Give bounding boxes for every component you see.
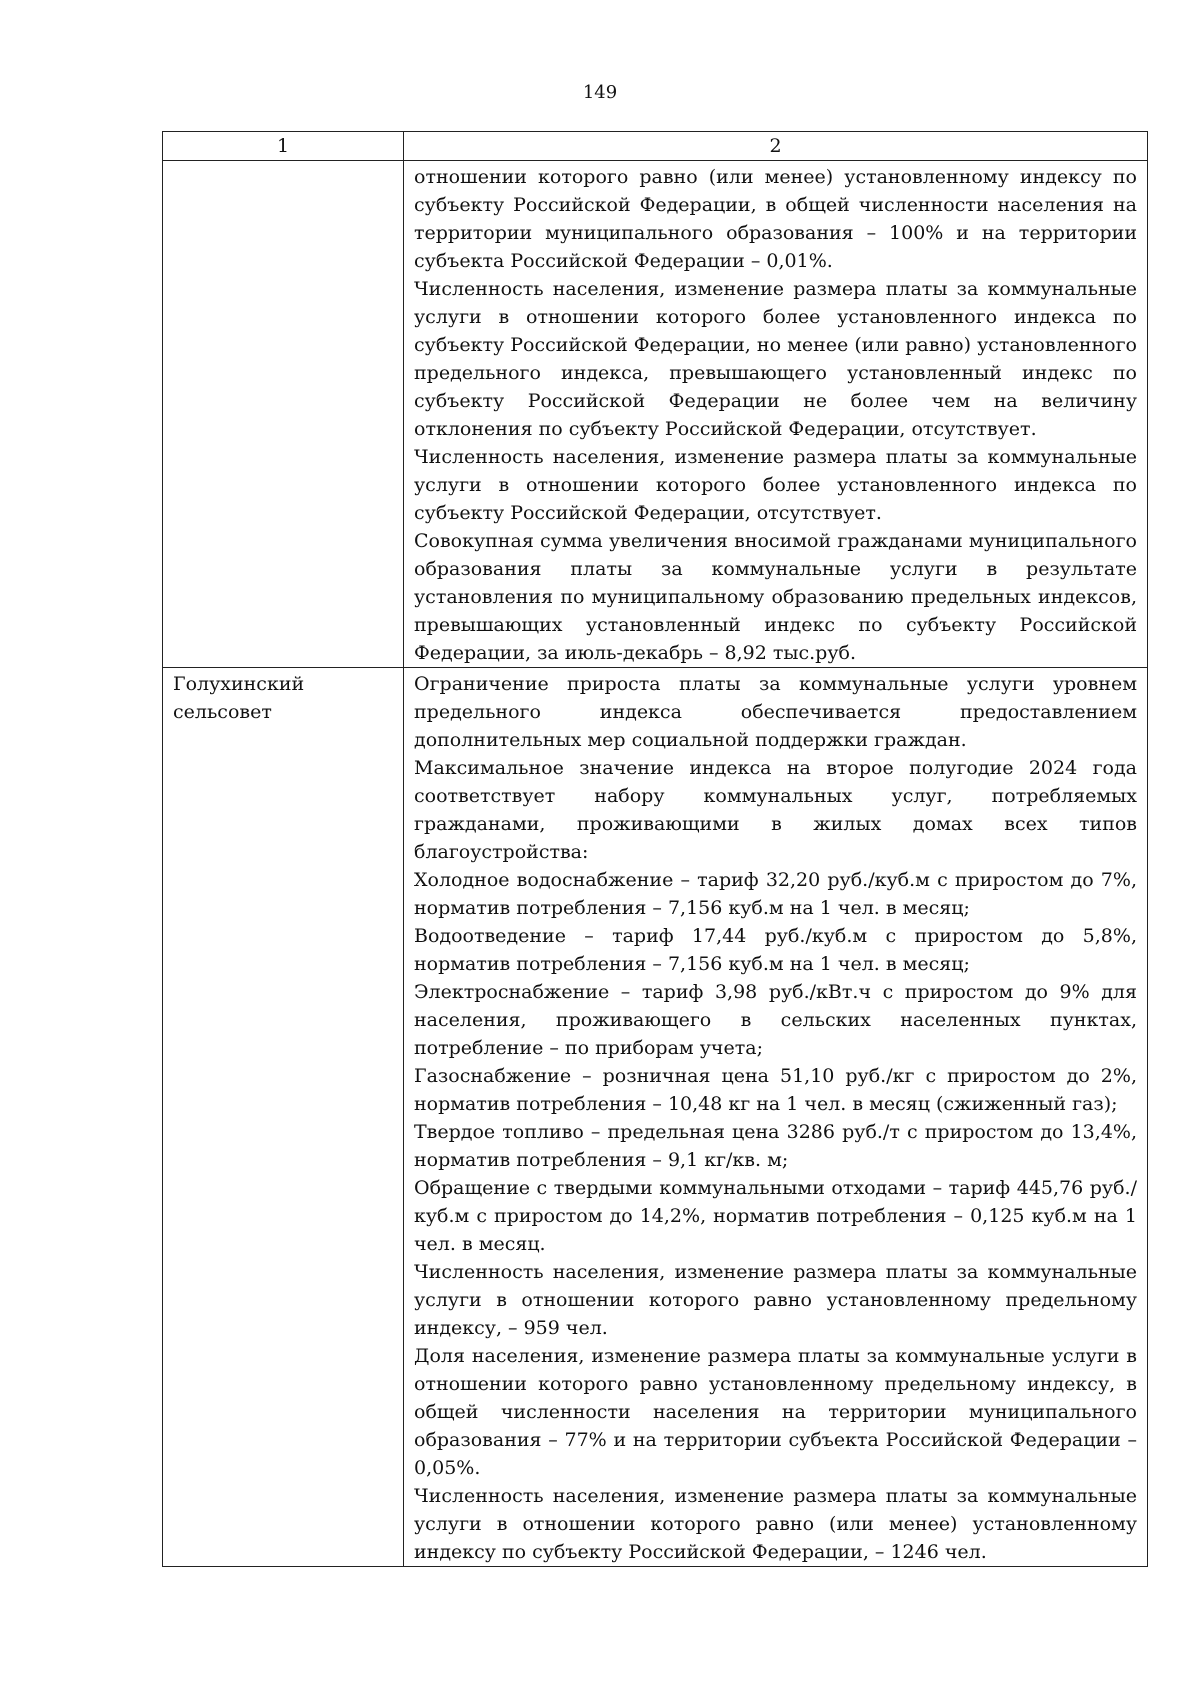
paragraph: Численность населения, изменение размера платы за коммунальные услуги в отношении которого равно установленному предельному индексу, – 959 чел. [414, 1261, 1137, 1339]
paragraph: Холодное водоснабжение – тариф 32,20 руб./куб.м с приростом до 7%, норматив потребления – 7,156 куб.м на 1 чел. в месяц; [414, 869, 1137, 919]
description-cell [404, 668, 1148, 1567]
table-header-row [163, 132, 1148, 161]
paragraph: Ограничение прироста платы за коммунальные услуги уровнем предельного индекса обеспечивается предоставлением дополнительных мер социальной поддержки граждан. [414, 673, 1137, 751]
column-header-2: 2 [404, 132, 1148, 161]
paragraph: Численность населения, изменение размера платы за коммунальные услуги в отношении которого более установленного индекса по субъекту Российской Федерации, но менее (или равно) установленного предельного индекса, превышающего установленный индекс по субъекту Российской Федерации не более чем на величину отклонения по субъекту Российской Федерации, отсутствует. [414, 278, 1137, 440]
paragraph: Численность населения, изменение размера платы за коммунальные услуги в отношении которого более установленного индекса по субъекту Российской Федерации, отсутствует. [414, 446, 1137, 524]
municipality-cell: Голухинский сельсовет [163, 668, 404, 1567]
paragraph: Твердое топливо – предельная цена 3286 руб./т с приростом до 13,4%, норматив потребления – 9,1 кг/кв. м; [414, 1121, 1137, 1171]
page-number: 149 [582, 82, 618, 103]
municipality-cell [163, 161, 404, 668]
document-table [162, 131, 1148, 1567]
paragraph: Водоотведение – тариф 17,44 руб./куб.м с приростом до 5,8%, норматив потребления – 7,156 куб.м на 1 чел. в месяц; [414, 925, 1137, 975]
table-row [163, 668, 1148, 1567]
column-header-1: 1 [163, 132, 404, 161]
paragraph: Доля населения, изменение размера платы за коммунальные услуги в отношении которого равно установленному предельному индексу, в общей численности населения на территории муниципального образования – 77% и на территории субъекта Российской Федерации – 0,05%. [414, 1345, 1137, 1479]
paragraph: Обращение с твердыми коммунальными отходами – тариф 445,76 руб./куб.м с приростом до 14,2%, норматив потребления – 0,125 куб.м на 1 чел. в месяц. [414, 1177, 1137, 1255]
paragraph: отношении которого равно (или менее) установленному индексу по субъекту Российской Федерации, в общей численности населения на территории муниципального образования – 100% и на территории субъекта Российской Федерации – 0,01%. [414, 166, 1137, 272]
table-row [163, 161, 1148, 668]
paragraph: Газоснабжение – розничная цена 51,10 руб./кг с приростом до 2%, норматив потребления – 10,48 кг на 1 чел. в месяц (сжиженный газ); [414, 1065, 1137, 1115]
paragraph: Численность населения, изменение размера платы за коммунальные услуги в отношении которого равно (или менее) установленному индексу по субъекту Российской Федерации, – 1246 чел. [414, 1485, 1137, 1563]
description-cell [404, 161, 1148, 668]
paragraph: Электроснабжение – тариф 3,98 руб./кВт.ч с приростом до 9% для населения, проживающего в сельских населенных пунктах, потребление – по приборам учета; [414, 981, 1137, 1059]
paragraph: Максимальное значение индекса на второе полугодие 2024 года соответствует набору коммунальных услуг, потребляемых гражданами, проживающими в жилых домах всех типов благоустройства: [414, 757, 1137, 863]
paragraph: Совокупная сумма увеличения вносимой гражданами муниципального образования платы за коммунальные услуги в результате установления по муниципальному образованию предельных индексов, превышающих установленный индекс по субъекту Российской Федерации, за июль-декабрь – 8,92 тыс.руб. [414, 530, 1137, 664]
